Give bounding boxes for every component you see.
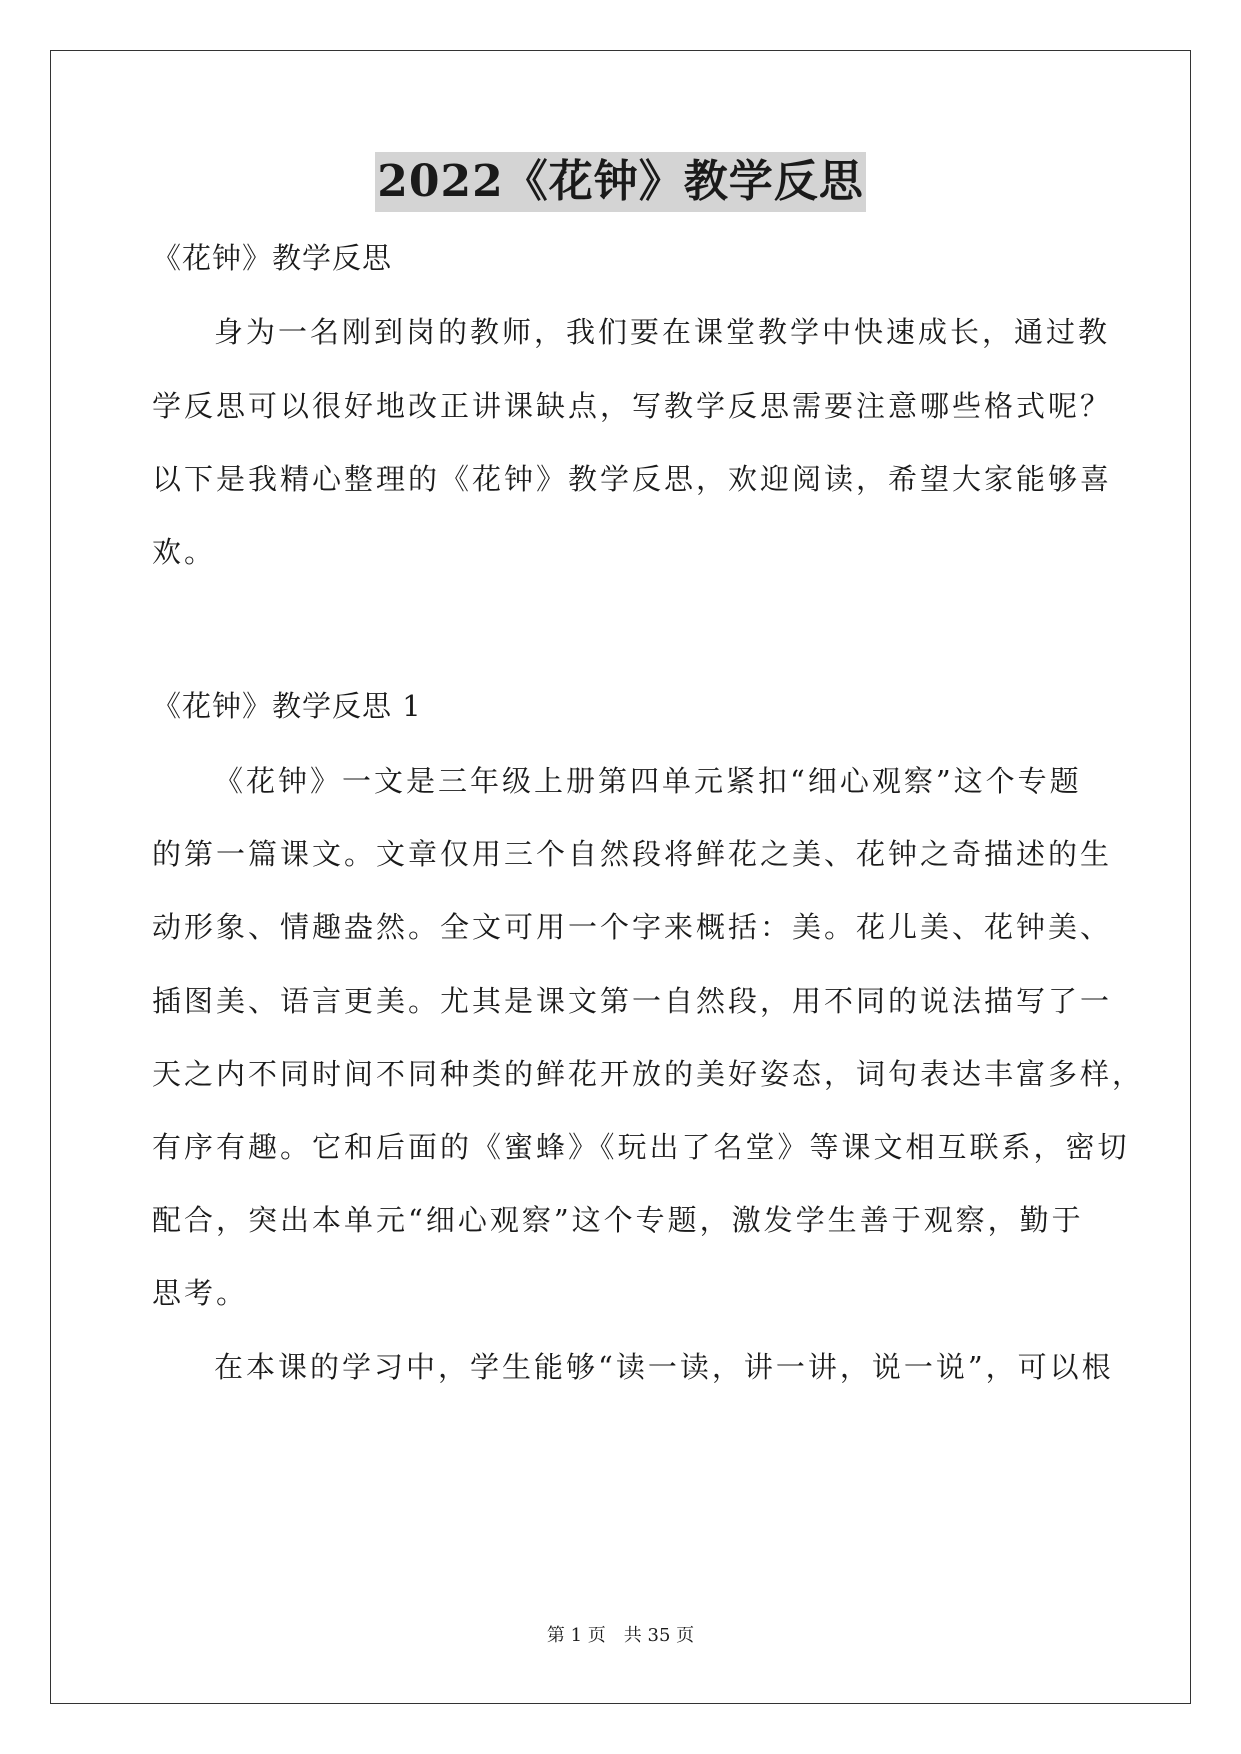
section1-line: 动形象、情趣盎然。全文可用一个字来概括：美。花儿美、花钟美、 <box>152 910 1113 944</box>
document-title: 2022《花钟》教学反思 <box>375 152 865 212</box>
intro-line: 欢。 <box>152 535 217 569</box>
section1-line: 《花钟》一文是三年级上册第四单元紧扣“细心观察”这个专题 <box>214 764 1082 798</box>
section1-para2-line: 在本课的学习中，学生能够“读一读，讲一讲，说一说”，可以根 <box>214 1350 1114 1384</box>
section1-line: 思考。 <box>152 1276 249 1310</box>
section1-line: 配合，突出本单元“细心观察”这个专题，激发学生善于观察，勤于 <box>152 1203 1084 1237</box>
section1-line: 天之内不同时间不同种类的鲜花开放的美好姿态，词句表达丰富多样， <box>152 1057 1145 1091</box>
intro-line: 身为一名刚到岗的教师，我们要在课堂教学中快速成长，通过教 <box>214 315 1111 349</box>
page-border <box>50 50 1191 1704</box>
section1-line: 插图美、语言更美。尤其是课文第一自然段，用不同的说法描写了一 <box>152 984 1113 1018</box>
section-heading: 《花钟》教学反思 1 <box>152 689 422 723</box>
intro-line: 学反思可以很好地改正讲课缺点，写教学反思需要注意哪些格式呢？ <box>152 389 1113 423</box>
intro-line: 以下是我精心整理的《花钟》教学反思，欢迎阅读，希望大家能够喜 <box>152 462 1113 496</box>
intro-heading: 《花钟》教学反思 <box>152 241 393 275</box>
section1-line: 有序有趣。它和后面的《蜜蜂》《玩出了名堂》等课文相互联系，密切 <box>152 1130 1130 1164</box>
title-container <box>0 152 1241 212</box>
section1-line: 的第一篇课文。文章仅用三个自然段将鲜花之美、花钟之奇描述的生 <box>152 837 1113 871</box>
page-number: 第 1 页 共 35 页 <box>546 1625 695 1646</box>
